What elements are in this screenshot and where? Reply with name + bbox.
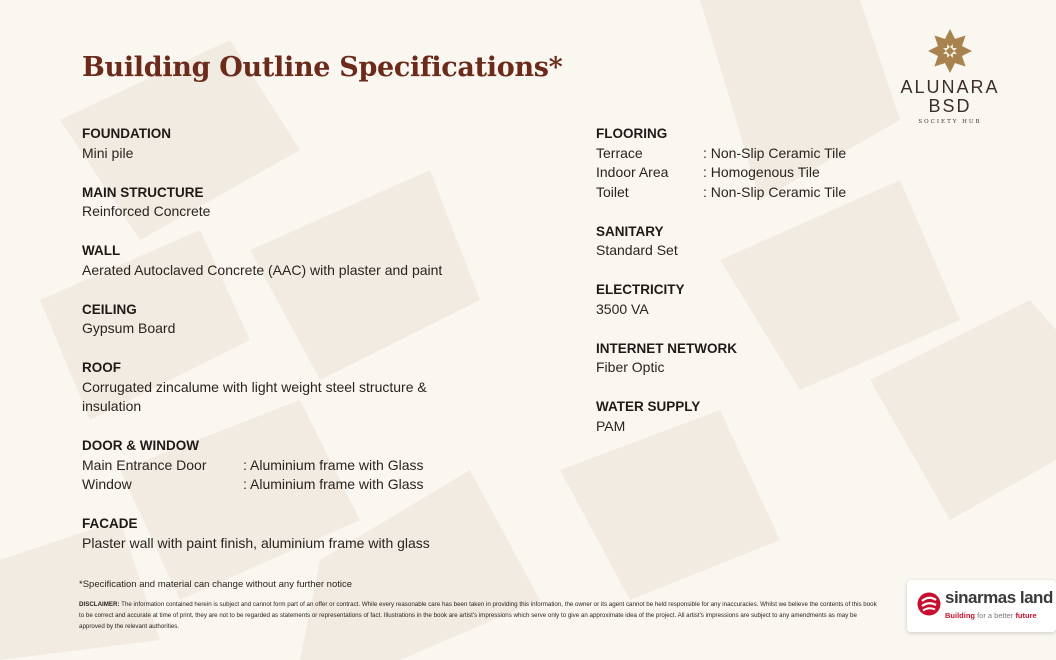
spec-heading: ROOF <box>82 360 121 375</box>
spec-value: Gypsum Board <box>82 320 176 336</box>
spec-value: Mini pile <box>82 144 134 161</box>
spec-row-key: Indoor Area <box>596 164 669 180</box>
spec-value: Plaster wall with paint finish, aluminium frame with glass <box>82 534 430 551</box>
spec-heading: DOOR & WINDOW <box>82 438 199 453</box>
right-spec-column <box>596 124 896 456</box>
sinarmas-land-logo <box>907 580 1056 632</box>
spec-heading: FLOORING <box>596 126 668 141</box>
spec-main-structure <box>82 183 482 222</box>
spec-foundation <box>82 124 482 163</box>
spec-value: Corrugated zincalume with light weight steel structure & insulation <box>82 378 427 414</box>
spec-row-key: Main Entrance Door <box>82 456 207 473</box>
disclaimer <box>79 599 879 632</box>
spec-row <box>82 456 482 476</box>
spec-value: PAM <box>596 417 626 434</box>
spec-row-key: Terrace <box>596 144 643 161</box>
brand-name-line-2: BSD <box>928 96 972 116</box>
spec-heading: WALL <box>82 243 121 258</box>
disclaimer-text: The information contained herein is subject and cannot form part of an offer or contract. While every reasonable care has been taken in providing this information, the owner or its agent cannot be held responsible for any inaccuracies. Whilst we believe the contents of this book to be correct and accurate at time of print, they are not to be regarded as statements or representations of fact. Illustrations in the book are artist's impressions which serve only to give an approximate idea of the project. All artist's impressions are subject to any amendments as may be approved by the relevant authorities. <box>79 601 877 630</box>
spec-sanitary <box>596 222 896 261</box>
spec-internet-network <box>596 339 896 378</box>
spec-row <box>82 475 482 495</box>
brand-tagline: SOCIETY HUB <box>918 119 982 125</box>
tagline-part-2: for a better <box>975 611 1016 620</box>
left-spec-column <box>82 124 482 573</box>
spec-wall <box>82 241 482 280</box>
sinarmas-name: sinarmas land <box>945 588 1053 607</box>
spec-row-key: Window <box>82 476 132 492</box>
page-title: Building Outline Specifications* <box>82 52 563 83</box>
spec-heading: ELECTRICITY <box>596 282 685 297</box>
spec-value: Standard Set <box>596 242 678 258</box>
spec-heading: SANITARY <box>596 223 664 239</box>
spec-row <box>596 163 896 183</box>
spec-value: Fiber Optic <box>596 359 665 375</box>
footnote: *Specification and material can change without any further notice <box>79 579 353 590</box>
tagline-part-3: future <box>1015 611 1037 620</box>
star-flower-icon <box>927 28 973 74</box>
spec-facade <box>82 514 482 553</box>
spec-ceiling <box>82 300 482 339</box>
spec-row <box>596 183 896 203</box>
sinarmas-tagline <box>945 611 1037 620</box>
spec-row-value: : Aluminium frame with Glass <box>243 476 424 492</box>
spec-heading: WATER SUPPLY <box>596 399 701 414</box>
spec-value: Aerated Autoclaved Concrete (AAC) with plaster and paint <box>82 261 443 278</box>
spec-row-value: : Homogenous Tile <box>703 164 820 180</box>
alunara-logo <box>880 28 1020 125</box>
spec-water-supply <box>596 397 896 436</box>
spec-heading: FACADE <box>82 516 138 531</box>
spec-door-window <box>82 436 482 495</box>
spec-heading: CEILING <box>82 301 137 317</box>
brand-name-line-1: ALUNARA <box>900 77 1000 97</box>
spec-row-value: : Aluminium frame with Glass <box>243 456 424 473</box>
spec-value: 3500 VA <box>596 300 649 317</box>
spec-row-value: : Non-Slip Ceramic Tile <box>703 144 847 161</box>
sinarmas-swirl-icon <box>917 592 941 616</box>
tagline-part-1: Building <box>945 611 975 620</box>
spec-flooring <box>596 124 896 202</box>
spec-row-key: Toilet <box>596 183 629 200</box>
spec-row <box>596 144 896 164</box>
spec-roof <box>82 358 482 417</box>
disclaimer-label: DISCLAIMER: <box>79 601 120 608</box>
spec-heading: INTERNET NETWORK <box>596 340 737 356</box>
spec-row-value: : Non-Slip Ceramic Tile <box>703 183 847 200</box>
spec-heading: MAIN STRUCTURE <box>82 184 204 200</box>
spec-electricity <box>596 280 896 319</box>
spec-value: Reinforced Concrete <box>82 203 211 219</box>
spec-heading: FOUNDATION <box>82 126 171 141</box>
